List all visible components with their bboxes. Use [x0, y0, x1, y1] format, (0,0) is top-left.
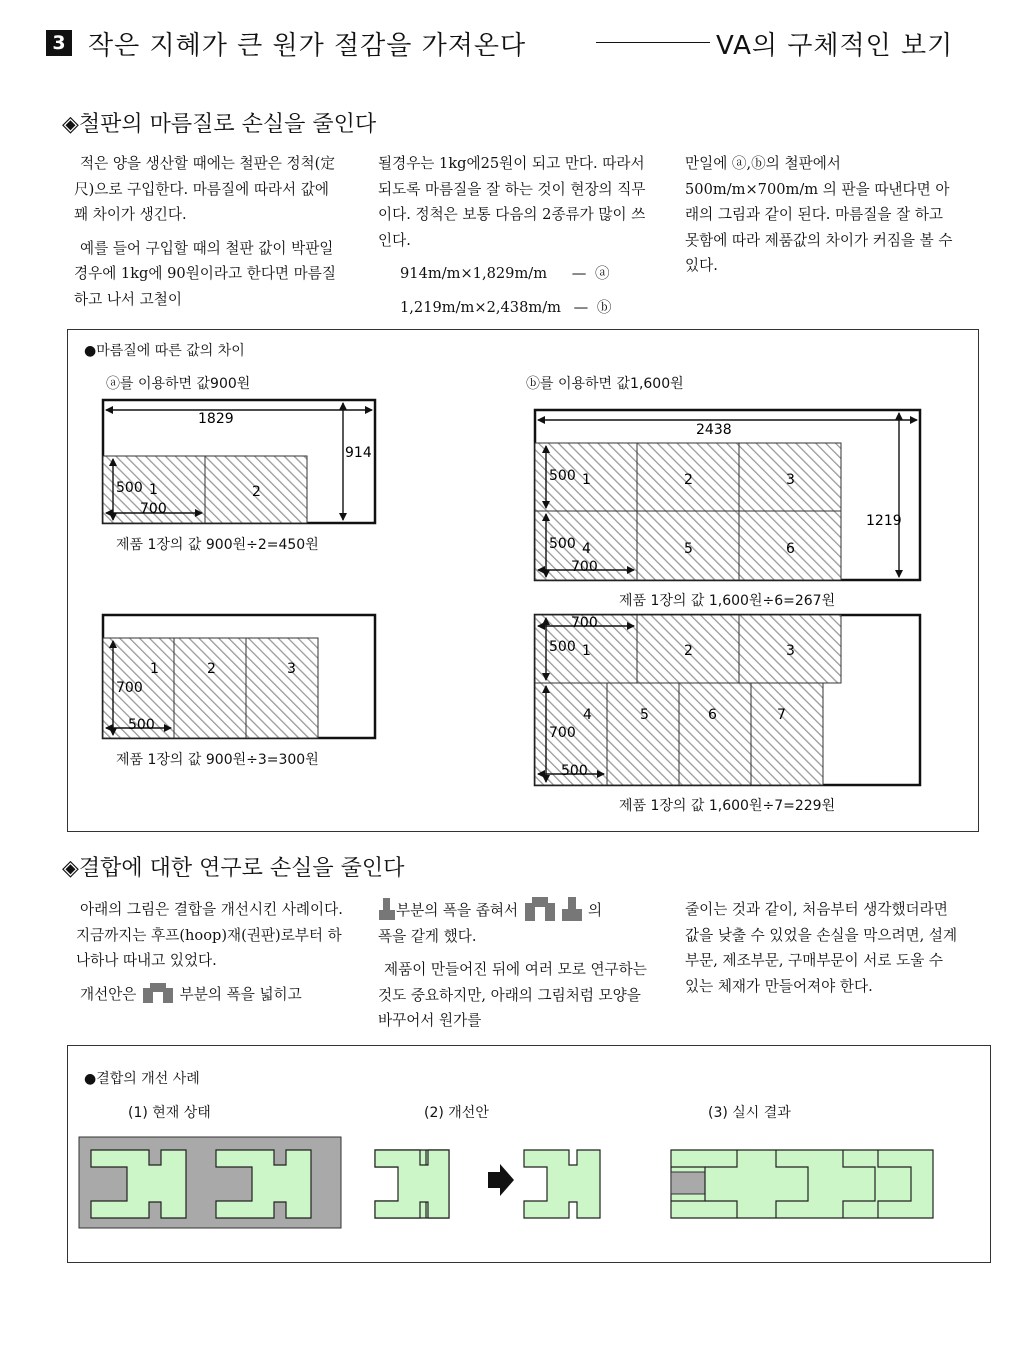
section1-column-3 — [685, 151, 953, 279]
label-improvement: (2) 개선안 — [424, 1105, 489, 1121]
sheet-size-value: 1,219m/m×2,438m/m — [400, 299, 561, 316]
paragraph: 될경우는 1kg에25원이 되고 만다. 따라서 되도록 마름질을 잘 하는 것이 현장의 직무이다. 정척은 보통 다음의 2종류가 많이 쓰인다. — [378, 155, 646, 249]
page-title: 작은 지혜가 큰 원가 절감을 가져온다 — [88, 31, 527, 61]
piece-number: 4 — [583, 707, 592, 723]
dim-700-label: 700 — [140, 501, 167, 517]
dim-500-label: 500 — [549, 639, 576, 655]
figure-title: ●마름질에 따른 값의 차이 — [84, 343, 245, 359]
result-drawing — [671, 1150, 933, 1218]
chapter-number: 3 — [46, 30, 72, 56]
sheet-size-a — [400, 257, 646, 291]
paragraph-text: 부분의 폭을 좁혀서 — [396, 902, 519, 919]
page-subtitle: VA의 구체적인 보기 — [716, 31, 954, 61]
section-heading-joining: ◈결합에 대한 연구로 손실을 줄인다 — [62, 856, 405, 881]
caption-a1: 제품 1장의 값 900원÷2=450원 — [116, 537, 319, 553]
paragraph — [76, 982, 344, 1008]
figure-title: ●결합의 개선 사례 — [84, 1071, 200, 1087]
figure-right-title: ⓑ를 이용하면 값1,600원 — [526, 376, 684, 392]
piece-number: 3 — [786, 472, 795, 488]
piece-number: 2 — [684, 472, 693, 488]
paragraph: 줄이는 것과 같이, 처음부터 생각했더라면 값을 낮출 수 있었을 손실을 막으려면, 설계부문, 제조부문, 구매부문이 서로 도울 수 있는 체재가 만들어져야 한다. — [685, 901, 958, 995]
paragraph: 아래의 그림은 결합을 개선시킨 사례이다. 지금까지는 후프(hoop)재(권판)로부터 하나하나 따내고 있었다. — [76, 901, 343, 969]
sheet-b-layout-2 — [535, 615, 920, 785]
dim-height-label: 914 — [345, 445, 372, 461]
sheet-a-layout-2 — [103, 615, 375, 738]
dim-500-label: 500 — [116, 480, 143, 496]
label-result: (3) 실시 결과 — [708, 1105, 791, 1121]
dim-700-label: 700 — [116, 680, 143, 696]
sheet-size-mark: ⓑ — [596, 299, 612, 316]
piece-number: 2 — [207, 661, 216, 677]
paragraph: 제품이 만들어진 뒤에 여러 모로 연구하는 것도 중요하지만, 아래의 그림처럼 모양을 바꾸어서 원가를 — [378, 961, 647, 1029]
dim-500-label: 500 — [561, 763, 588, 779]
dim-height-label: 1219 — [866, 513, 902, 529]
sheet-size-b — [400, 291, 646, 325]
wide-tab-icon — [141, 983, 175, 1003]
caption-b1: 제품 1장의 값 1,600원÷6=267원 — [619, 593, 836, 609]
dim-500-label: 500 — [128, 717, 155, 733]
caption-a2: 제품 1장의 값 900원÷3=300원 — [116, 752, 319, 768]
paragraph-text: 의 — [587, 902, 603, 919]
narrow-tab-icon — [561, 897, 583, 921]
label-current-state: (1) 현재 상태 — [128, 1105, 211, 1121]
piece-number: 1 — [582, 643, 591, 659]
section2-column-3 — [685, 897, 961, 999]
current-state-drawing — [79, 1137, 341, 1228]
piece-number: 3 — [786, 643, 795, 659]
sheet-size-value: 914m/m×1,829m/m — [400, 265, 548, 282]
paragraph-text: 부분의 폭을 넓히고 — [179, 985, 302, 1003]
figure-left-title: ⓐ를 이용하면 값900원 — [106, 376, 251, 392]
dim-700-label: 700 — [571, 615, 598, 631]
dim-width-label: 2438 — [696, 422, 732, 438]
piece-number: 6 — [708, 707, 717, 723]
header-rule — [596, 42, 710, 43]
figure-joining-example — [67, 1045, 991, 1263]
paragraph: 적은 양을 생산할 때에는 철판은 정척(定尺)으로 구입한다. 마름질에 따라서 값에 꽤 차이가 생긴다. — [74, 155, 335, 223]
improvement-drawing — [375, 1150, 600, 1218]
piece-number: 3 — [287, 661, 296, 677]
paragraph-text: 폭을 같게 했다. — [378, 927, 477, 945]
wide-tab-icon — [523, 897, 557, 921]
section1-column-1 — [74, 151, 344, 312]
sheet-b-layout-1 — [535, 410, 920, 580]
dim-500-label: 500 — [549, 468, 576, 484]
sheet-size-list — [378, 257, 646, 325]
sheet-size-sep: — — [573, 299, 589, 316]
sheet-size-sep: — — [571, 265, 587, 282]
piece-number: 7 — [777, 707, 786, 723]
section1-column-2 — [378, 151, 646, 325]
paragraph — [378, 897, 650, 949]
piece-number: 6 — [786, 541, 795, 557]
paragraph-text: 개선안은 — [80, 985, 137, 1003]
caption-b2: 제품 1장의 값 1,600원÷7=229원 — [619, 798, 836, 814]
joining-drawings — [68, 1046, 990, 1262]
sheet-size-mark: ⓐ — [594, 265, 610, 282]
piece-number: 2 — [684, 643, 693, 659]
piece-number: 1 — [582, 472, 591, 488]
narrow-tab-icon — [378, 898, 396, 920]
piece-number: 4 — [582, 541, 591, 557]
section-heading-cutting: ◈철판의 마름질로 손실을 줄인다 — [62, 112, 377, 137]
dim-500-label: 500 — [549, 536, 576, 552]
paragraph: 만일에 ⓐ,ⓑ의 철판에서 500m/m×700m/m 의 판을 따낸다면 아래의 그림과 같이 된다. 마름질을 잘 하고 못함에 따라 제품값의 차이가 커짐을 볼 수 있다. — [685, 155, 953, 274]
paragraph: 예를 들어 구입할 때의 철판 값이 박판일 경우에 1kg에 90원이라고 한다면 마름질 하고 나서 고철이 — [74, 239, 336, 308]
dim-width-label: 1829 — [198, 411, 234, 427]
piece-number: 5 — [684, 541, 693, 557]
piece-number: 1 — [149, 482, 158, 498]
dim-700-label: 700 — [571, 559, 598, 575]
sheet-a-layout-1 — [103, 400, 375, 523]
piece-number: 2 — [252, 484, 261, 500]
figure-cutting-comparison — [67, 329, 979, 832]
section2-column-2 — [378, 897, 650, 1034]
dim-700-label: 700 — [549, 725, 576, 741]
piece-number: 1 — [150, 661, 159, 677]
piece-number: 5 — [640, 707, 649, 723]
arrow-right-icon — [488, 1164, 514, 1196]
section2-column-1 — [76, 897, 344, 1007]
